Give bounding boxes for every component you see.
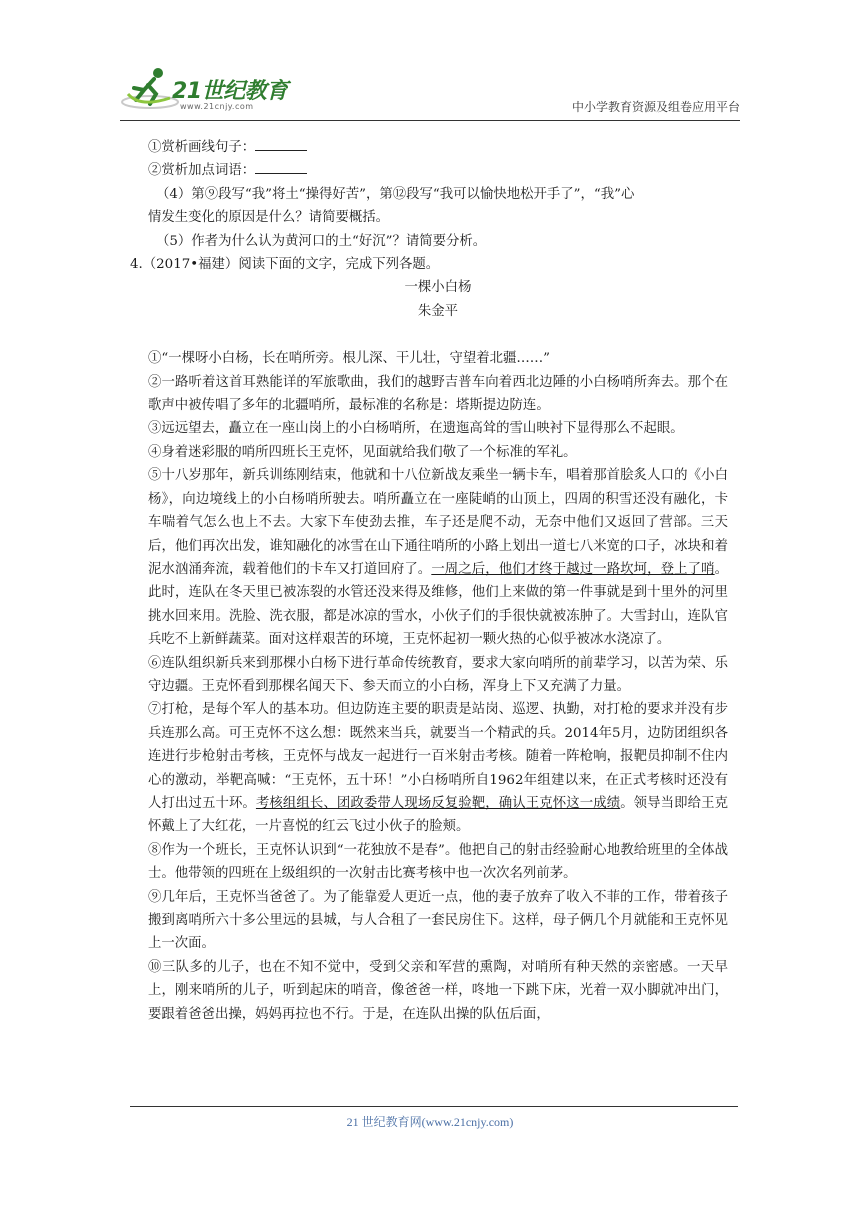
paragraph-6: ⑥连队组织新兵来到那棵小白杨下进行革命传统教育，要求大家向哨所的前辈学习，以苦为荣、乐守边疆。王克怀看到那棵名闻天下、参天而立的小白杨，浑身上下又充满了力量。 xyxy=(148,655,728,694)
paragraph-8: ⑧作为一个班长，王克怀认识到“一花独放不是春”。他把自己的射击经验耐心地教给班里的全体战士。他带领的四班在上级组织的一次射击比赛考核中也一次次名列前茅。 xyxy=(148,842,728,882)
answer-blank[interactable] xyxy=(255,136,307,151)
question-5: （5）作者为什么认为黄河口的土“好沉”？请简要分析。 xyxy=(156,233,487,249)
document-body xyxy=(130,136,729,1026)
paragraph-1: ①“一棵呀小白杨，长在哨所旁。根儿深、干儿壮，守望着北疆……” xyxy=(148,351,551,367)
logo-url: www.21cnjy.com xyxy=(180,102,254,111)
footer-divider xyxy=(130,1106,738,1107)
paragraph-3: ③远远望去，矗立在一座山岗上的小白杨哨所，在遗迤高耸的雪山映衬下显得那么不起眼。 xyxy=(148,421,684,437)
paragraph-4: ④身着迷彩服的哨所四班长王克怀，见面就给我们敬了一个标准的军礼。 xyxy=(148,444,577,460)
answer-blank[interactable] xyxy=(255,159,307,174)
site-logo xyxy=(120,62,300,118)
underlined-sentence: 一周之后，他们才终于越过一路坎坷，登上了哨 xyxy=(431,561,715,577)
paragraph-2: ②一路听着这首耳熟能详的军旅歌曲，我们的越野吉普车向着西北边陲的小白杨哨所奔去。那个在歌声中被传唱了多年的北疆哨所，最标准的名称是：塔斯提边防连。 xyxy=(148,374,728,414)
paragraph-9: ⑨几年后，王克怀当爸爸了。为了能靠爱人更近一点，他的妻子放弃了收入不菲的工作，带着孩子搬到离哨所六十多公里远的县城，与人合租了一套民房住下。这样，母子俩几个月就能和王克怀见上一次面。 xyxy=(148,889,728,952)
runner-logo-icon xyxy=(120,64,180,114)
paragraph-10: ⑩三队多的儿子，也在不知不觉中，受到父亲和军营的熏陶，对哨所有种天然的亲密感。一天早上，刚来哨所的儿子，听到起床的哨音，像爸爸一样，咚地一下跳下床，光着一双小脚就冲出门，要跟着爸爸出操，妈妈再拉也不行。于是，在连队出操的队伍后面， xyxy=(148,959,728,1022)
question-line: ②赏析加点词语： xyxy=(148,159,728,182)
question-heading: 4.（2017•福建）阅读下面的文字，完成下列各题。 xyxy=(130,257,440,273)
platform-name: 中小学教育资源及组卷应用平台 xyxy=(571,100,740,114)
underlined-sentence: 考核组组长、团政委带人现场反复验靶，确认王克怀这一成绩 xyxy=(255,795,621,811)
question-4: （4）第⑨段写“我”将土“操得好苦”，第⑫段写“我可以愉快地松开手了”，“我”心 xyxy=(156,186,635,202)
question-line: ①赏析画线句子： xyxy=(148,136,728,159)
logo-text: 21世纪教育 xyxy=(172,79,288,104)
article-author: 朱金平 xyxy=(417,303,459,319)
paragraph-5: ⑤十八岁那年，新兵训练刚结束，他就和十八位新战友乘坐一辆卡车，唱着那首脍炙人口的《小白杨》，向边境线上的小白杨哨所驶去。哨所矗立在一座陡峭的山顶上，四周的积雪还没有融化，卡车喘着气怎么也上不去。大家下车使劲去推，车子还是爬不动，无奈中他们又返回了营部。三天后，他们再次出发，谁知融化的冰雪在山下通往哨所的小路上划出一道七八米宽的口子，冰块和着泥水汹涌奔流，载着他们的卡车又打道回府了。一周之后，他们才终于越过一路坎坷，登上了哨。此时，连队在冬天里已被冻裂的水管还没来得及维修，他们上来做的第一件事就是到十里外的河里挑水回来用。洗脸、洗衣服，都是冰凉的雪水，小伙子们的手很快就被冻肿了。大雪封山，连队官兵吃不上新鲜蔬菜。面对这样艰苦的环境，王克怀起初一颗火热的心似乎被冰水浇凉了。 xyxy=(148,468,729,648)
header-divider xyxy=(120,120,740,121)
page-footer: 21 世纪教育网(www.21cnjy.com) xyxy=(346,1115,514,1129)
question-4-cont: 情发生变化的原因是什么？请简要概括。 xyxy=(148,210,390,226)
page-header xyxy=(120,62,740,120)
paragraph-7: ⑦打枪，是每个军人的基本功。但边防连主要的职责是站岗、巡逻、执勤，对打枪的要求并没有步兵连那么高。可王克怀不这么想：既然来当兵，就要当一个精武的兵。2014年5月，边防团组织各连进行步枪射击考核，王克怀与战友一起进行一百米射击考核。随着一阵枪响，报靶员抑制不住内心的激动，举靶高喊：“王克怀，五十环！”小白杨哨所自1962年组建以来，在正式考核时还没有人打出过五十环。考核组组长、团政委带人现场反复验靶，确认王克怀这一成绩。领导当即给王克怀戴上了大红花，一片喜悦的红云飞过小伙子的脸颊。 xyxy=(148,702,729,835)
article-title: 一棵小白杨 xyxy=(404,280,472,296)
